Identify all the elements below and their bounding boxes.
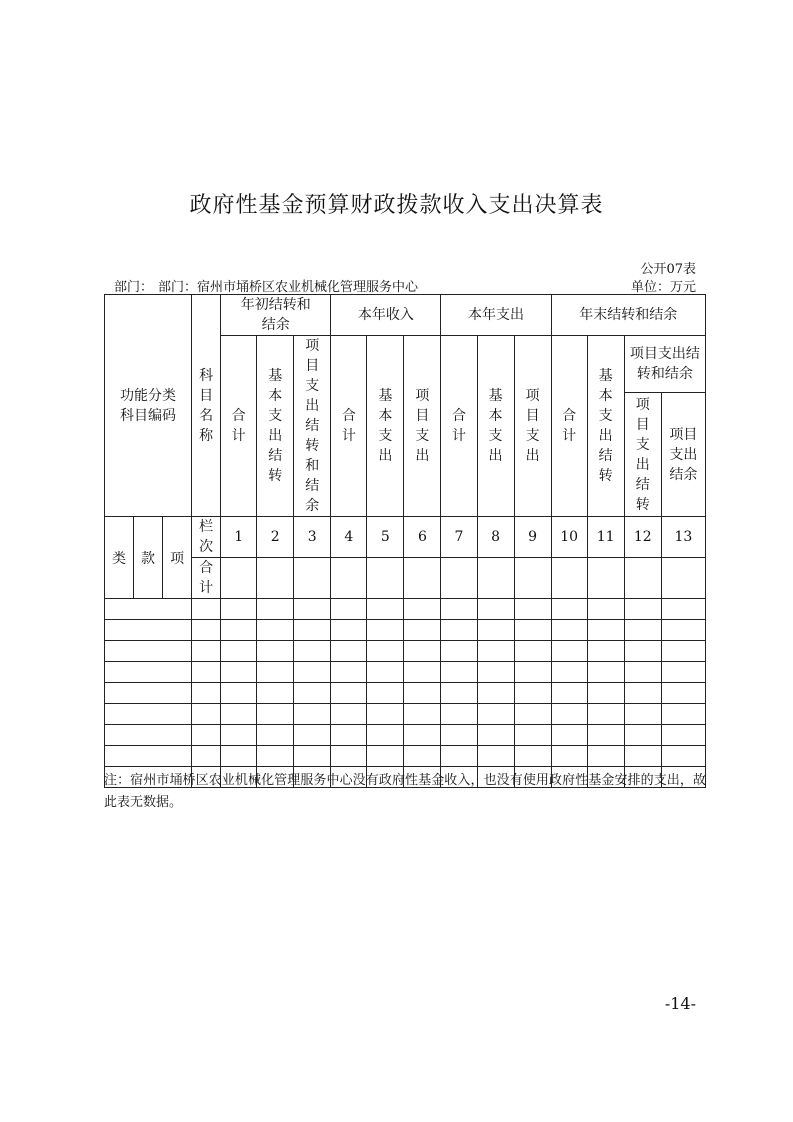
table-row xyxy=(105,641,706,662)
expense-basic-header: 基本支出 xyxy=(477,336,514,517)
func-code-header: 功能分类科目编码 xyxy=(105,295,192,517)
opening-total-header: 合计 xyxy=(221,336,257,517)
subject-name-header: 科目名称 xyxy=(192,295,221,517)
col-number: 8 xyxy=(477,517,514,558)
table-row xyxy=(105,704,706,725)
col-number: 13 xyxy=(661,517,705,558)
opening-project-carry-surplus-header: 项目支出结转和结余 xyxy=(294,336,331,517)
closing-project-carry-header: 项目支出结转 xyxy=(624,393,661,517)
unit-label: 单位：万元 xyxy=(630,280,696,295)
group-closing-balance: 年末结转和结余 xyxy=(551,295,705,336)
closing-basic-carry-header: 基本支出结转 xyxy=(587,336,624,517)
table-row xyxy=(105,725,706,746)
budget-table xyxy=(104,294,706,788)
closing-project-surplus-header: 项目支出结余 xyxy=(661,393,705,517)
col-number: 4 xyxy=(331,517,367,558)
col-number: 12 xyxy=(624,517,661,558)
col-number: 5 xyxy=(367,517,404,558)
col-number: 10 xyxy=(551,517,587,558)
document-title: 政府性基金预算财政拨款收入支出决算表 xyxy=(189,193,604,218)
code-level-item: 项 xyxy=(163,517,192,599)
expense-project-header: 项目支出 xyxy=(514,336,551,517)
closing-total-header: 合计 xyxy=(551,336,587,517)
department-label: 部门： xyxy=(114,280,154,295)
footnote: 注：宿州市埇桥区农业机械化管理服务中心没有政府性基金收入，也没有使用政府性基金安排的支出，故此表无数据。 xyxy=(104,773,706,810)
table-row xyxy=(105,746,706,767)
col-number: 3 xyxy=(294,517,331,558)
group-current-expense: 本年支出 xyxy=(441,295,551,336)
department-name: 部门：宿州市埇桥区农业机械化管理服务中心 xyxy=(158,280,419,295)
col-number: 11 xyxy=(587,517,624,558)
col-number: 6 xyxy=(404,517,441,558)
group-current-income: 本年收入 xyxy=(331,295,441,336)
table-row xyxy=(105,620,706,641)
col-number: 1 xyxy=(221,517,257,558)
expense-total-header: 合计 xyxy=(441,336,477,517)
table-row xyxy=(105,599,706,620)
col-number: 9 xyxy=(514,517,551,558)
income-total-header: 合计 xyxy=(331,336,367,517)
income-basic-header: 基本支出 xyxy=(367,336,404,517)
opening-basic-carry-header: 基本支出结转 xyxy=(257,336,294,517)
closing-project-carry-surplus-header: 项目支出结转和结余 xyxy=(624,336,705,393)
income-project-header: 项目支出 xyxy=(404,336,441,517)
code-level-category: 类 xyxy=(105,517,134,599)
total-row xyxy=(105,558,706,599)
table-row xyxy=(105,662,706,683)
total-row-label: 合计 xyxy=(192,558,221,599)
group-opening-balance: 年初结转和结余 xyxy=(221,295,331,336)
page-number: -14- xyxy=(664,994,696,1013)
table-row xyxy=(105,683,706,704)
col-index-label: 栏次 xyxy=(192,517,221,558)
form-number: 公开07表 xyxy=(640,262,696,277)
col-number: 7 xyxy=(441,517,477,558)
col-number: 2 xyxy=(257,517,294,558)
code-level-section: 款 xyxy=(134,517,163,599)
